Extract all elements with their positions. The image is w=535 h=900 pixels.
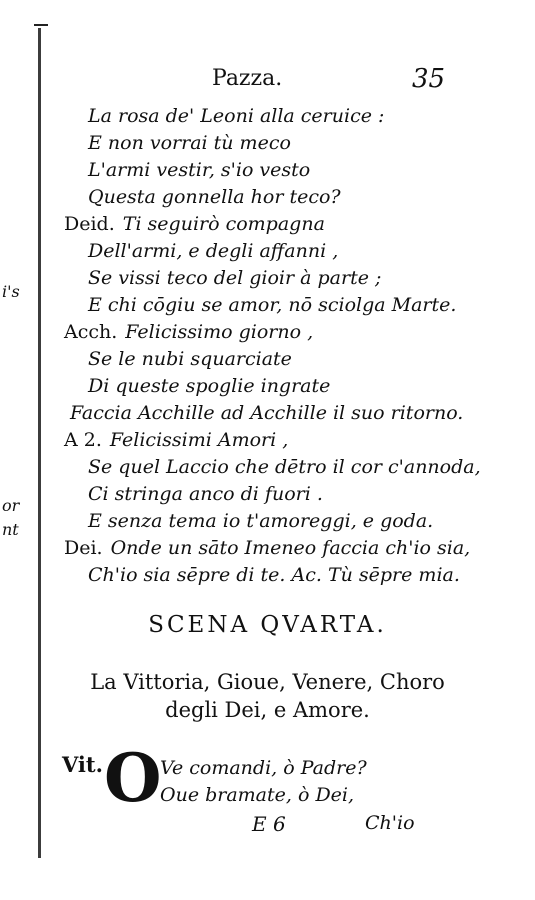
margin-fragment: i's	[2, 282, 20, 301]
verse-line: Questa gonnella hor teco?	[88, 186, 341, 208]
gutter-mark	[34, 24, 48, 34]
speaker-label: Dei.	[64, 537, 103, 559]
verse-line: Dell'armi, e degli affanni ,	[88, 240, 339, 262]
verse-line: Se quel Laccio che dētro il cor c'annoda,	[88, 456, 481, 478]
verse-line: Se vissi teco del gioir à parte ;	[88, 267, 382, 289]
margin-fragment: nt	[2, 520, 19, 539]
verse-line: Deid. Ti seguirò compagna	[64, 213, 325, 235]
margin-fragment: or	[2, 496, 20, 515]
verse-line: Acch. Felicissimo giorno ,	[64, 321, 314, 343]
verse-line: E senza tema io t'amoreggi, e goda.	[88, 510, 434, 532]
drop-capital: O	[104, 739, 162, 817]
cast-list-line: degli Dei, e Amore.	[165, 698, 370, 722]
scene-heading: SCENA QVARTA.	[148, 612, 387, 638]
page-gutter-line	[38, 28, 41, 858]
verse-line: E chi cōgiu se amor, nō sciolga Marte.	[88, 294, 457, 316]
verse-line: E non vorrai tù meco	[88, 132, 291, 154]
verse-line: Se le nubi squarciate	[88, 348, 292, 370]
verse-line: Dei. Onde un sāto Imeneo faccia ch'io sia,	[64, 537, 471, 559]
verse-line: Ve comandi, ò Padre?	[160, 757, 367, 779]
verse-line: Oue bramate, ò Dei,	[160, 784, 355, 806]
running-title: Pazza.	[212, 66, 283, 91]
verse-line: Ci stringa anco di fuori .	[88, 483, 323, 505]
verse-line: La rosa de' Leoni alla ceruice :	[88, 105, 385, 127]
speaker-label: Acch.	[64, 321, 118, 343]
cast-list-line: La Vittoria, Gioue, Venere, Choro	[90, 670, 445, 694]
speaker-label: Deid.	[64, 213, 115, 235]
verse-line: Di queste spoglie ingrate	[88, 375, 331, 397]
verse-line: Faccia Acchille ad Acchille il suo ritorno.	[70, 402, 464, 424]
signature-mark: E 6	[252, 812, 286, 836]
running-header	[0, 66, 535, 96]
speaker-label: A 2.	[64, 429, 102, 451]
verse-line: Ch'io sia sēpre di te. Ac. Tù sēpre mia.	[88, 564, 460, 586]
speaker-label: Vit.	[62, 752, 103, 777]
catchword: Ch'io	[365, 812, 415, 834]
page-number: 35	[412, 64, 446, 94]
verse-line: L'armi vestir, s'io vesto	[88, 159, 311, 181]
verse-line: A 2. Felicissimi Amori ,	[64, 429, 289, 451]
